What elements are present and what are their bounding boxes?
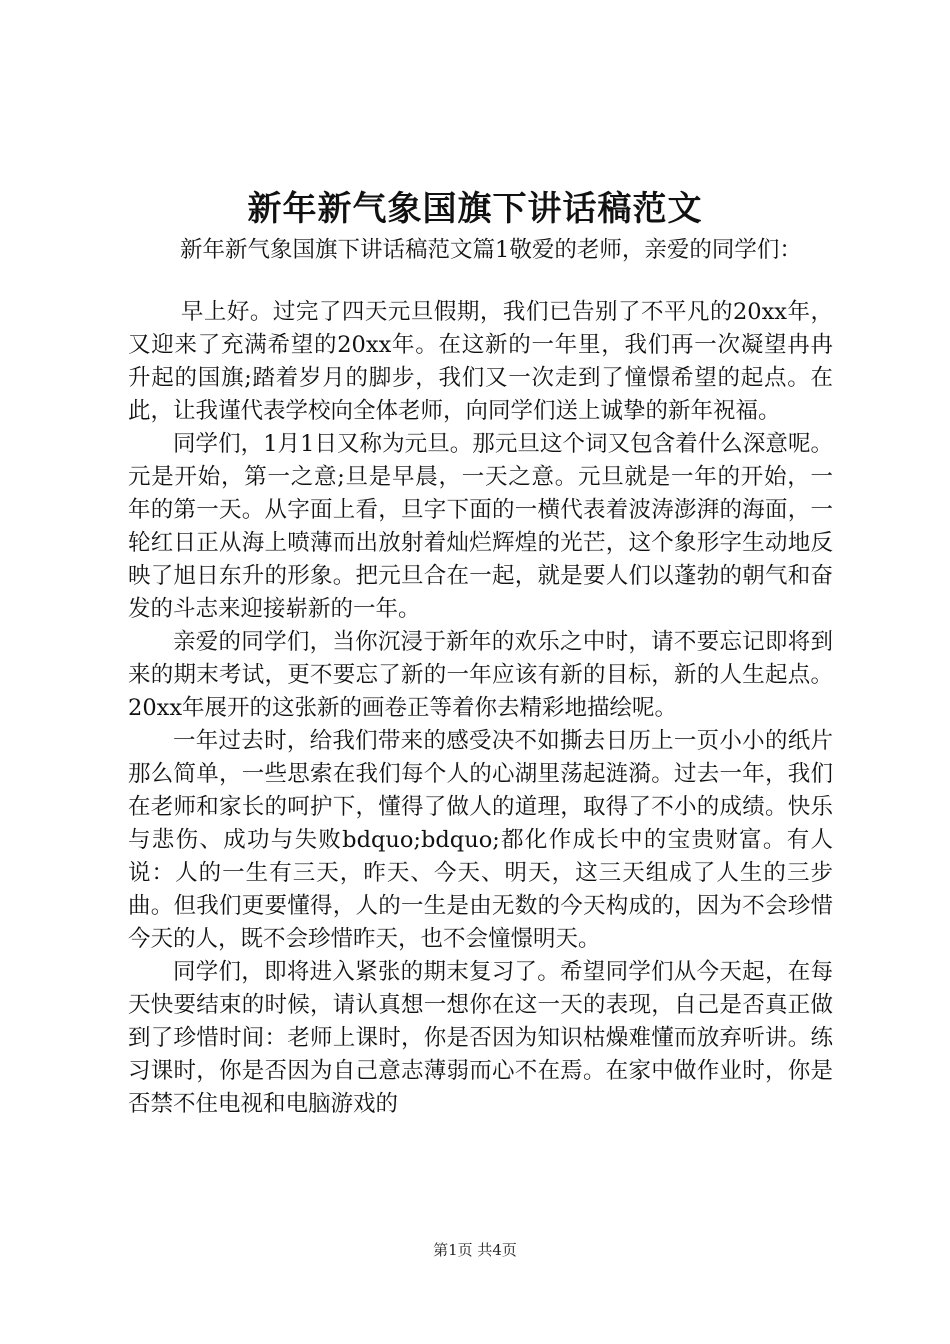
paragraph-review-advice: 同学们，即将进入紧张的期末复习了。希望同学们从今天起，在每天快要结束的时候，请认真想一想你在这一天的表现，自己是否真正做到了珍惜时间：老师上课时，你是否因为知识枯燥难懂而放弃听讲。练习课时，你是否因为自己意志薄弱而心不在焉。在家中做作业时，你是否禁不住电视和电脑游戏的 — [128, 959, 833, 1117]
paragraph-reflection: 一年过去时，给我们带来的感受决不如撕去日历上一页小小的纸片那么简单，一些思索在我们每个人的心湖里荡起涟漪。过去一年，我们在老师和家长的呵护下，懂得了做人的道理，取得了不小的成绩。快乐与悲伤、成功与失败bdquo;bdquo;都化作成长中的宝贵财富。有人说：人的一生有三天，昨天、今天、明天，这三天组成了人生的三步曲。但我们更要懂得，人的一生是由无数的今天构成的，因为不会珍惜今天的人，既不会珍惜昨天，也不会憧憬明天。 — [128, 728, 833, 952]
document-body — [128, 296, 833, 1121]
paragraph-exam-reminder: 亲爱的同学们，当你沉浸于新年的欢乐之中时，请不要忘记即将到来的期末考试，更不要忘了新的一年应该有新的目标，新的人生起点。20xx年展开的这张新的画卷正等着你去精彩地描绘呢。 — [128, 629, 833, 721]
intro-line: 新年新气象国旗下讲话稿范文篇1敬爱的老师，亲爱的同学们： — [180, 237, 802, 263]
document-title: 新年新气象国旗下讲话稿范文 — [247, 189, 703, 229]
paragraph-greeting: 早上好。过完了四天元旦假期，我们已告别了不平凡的20xx年，又迎来了充满希望的20xx年。在这新的一年里，我们再一次凝望冉冉升起的国旗;踏着岁月的脚步，我们又一次走到了憧憬希望的起点。在此，让我谨代表学校向全体老师，向同学们送上诚挚的新年祝福。 — [128, 299, 833, 424]
paragraph-new-year-meaning: 同学们，1月1日又称为元旦。那元旦这个词又包含着什么深意呢。元是开始，第一之意;旦是早晨，一天之意。元旦就是一年的开始，一年的第一天。从字面上看，旦字下面的一横代表着波涛澎湃的海面，一轮红日正从海上喷薄而出放射着灿烂辉煌的光芒，这个象形字生动地反映了旭日东升的形象。把元旦合在一起，就是要人们以蓬勃的朝气和奋发的斗志来迎接崭新的一年。 — [128, 431, 833, 622]
page-footer: 第1页 共4页 — [433, 1241, 517, 1259]
